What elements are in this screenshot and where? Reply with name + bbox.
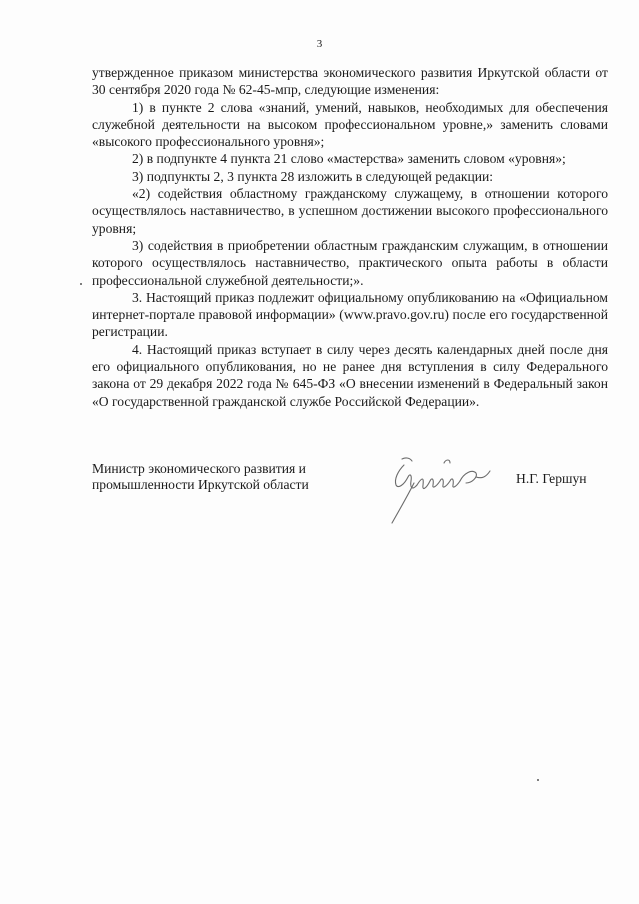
paragraph-quote-2: «2) содействия областному гражданскому служащему, в отношении которого осуществлялось наставничество, в успешном достижении высокого профессионального уровня;: [92, 186, 608, 236]
signer-name: Н.Г. Гершун: [516, 471, 587, 486]
signature-block: [92, 461, 608, 541]
handwritten-signature: [382, 455, 502, 535]
paragraph-publication: 3. Настоящий приказ подлежит официальному опубликованию на «Официальном интернет-портале правовой информации» (www.pravo.gov.ru) после его государственной регистрации.: [92, 289, 608, 340]
paragraph-item-3: 3) подпункты 2, 3 пункта 28 изложить в следующей редакции:: [132, 168, 494, 184]
paragraph-intro: утвержденное приказом министерства экономического развития Иркутской области от 30 сентября 2020 года № 62-45-мпр, следующие изменения:: [92, 65, 608, 98]
signer-title-line-1: Министр экономического развития и: [92, 461, 306, 476]
paragraph-quote-3: 3) содействия в приобретении областным гражданским служащим, в отношении которого осуществлялось наставничество, практического опыта работы в области профессиональной служебной деятельности;».: [92, 237, 608, 288]
signer-title-line-2: промышленности Иркутской области: [92, 477, 309, 492]
page-number: 3: [316, 38, 323, 50]
scan-speck: [537, 779, 539, 781]
signer-title: [92, 461, 372, 493]
document-body: [92, 64, 608, 410]
paragraph-effective-date: 4. Настоящий приказ вступает в силу через десять календарных дней после дня его официального опубликования, но не ранее дня вступления в силу Федерального закона от 29 декабря 2022 года № 645-ФЗ «О внесении изменений в Федеральный закон «О государственной гражданской службе Российской Федерации».: [92, 341, 608, 409]
scan-speck: [80, 283, 82, 285]
paragraph-item-1: 1) в пункте 2 слова «знаний, умений, навыков, необходимых для обеспечения служебной деятельности на высоком профессиональном уровне,» заменить словами «высокого профессионального уровня»;: [92, 99, 608, 150]
paragraph-item-2: 2) в подпункте 4 пункта 21 слово «мастерства» заменить словом «уровня»;: [132, 151, 566, 167]
